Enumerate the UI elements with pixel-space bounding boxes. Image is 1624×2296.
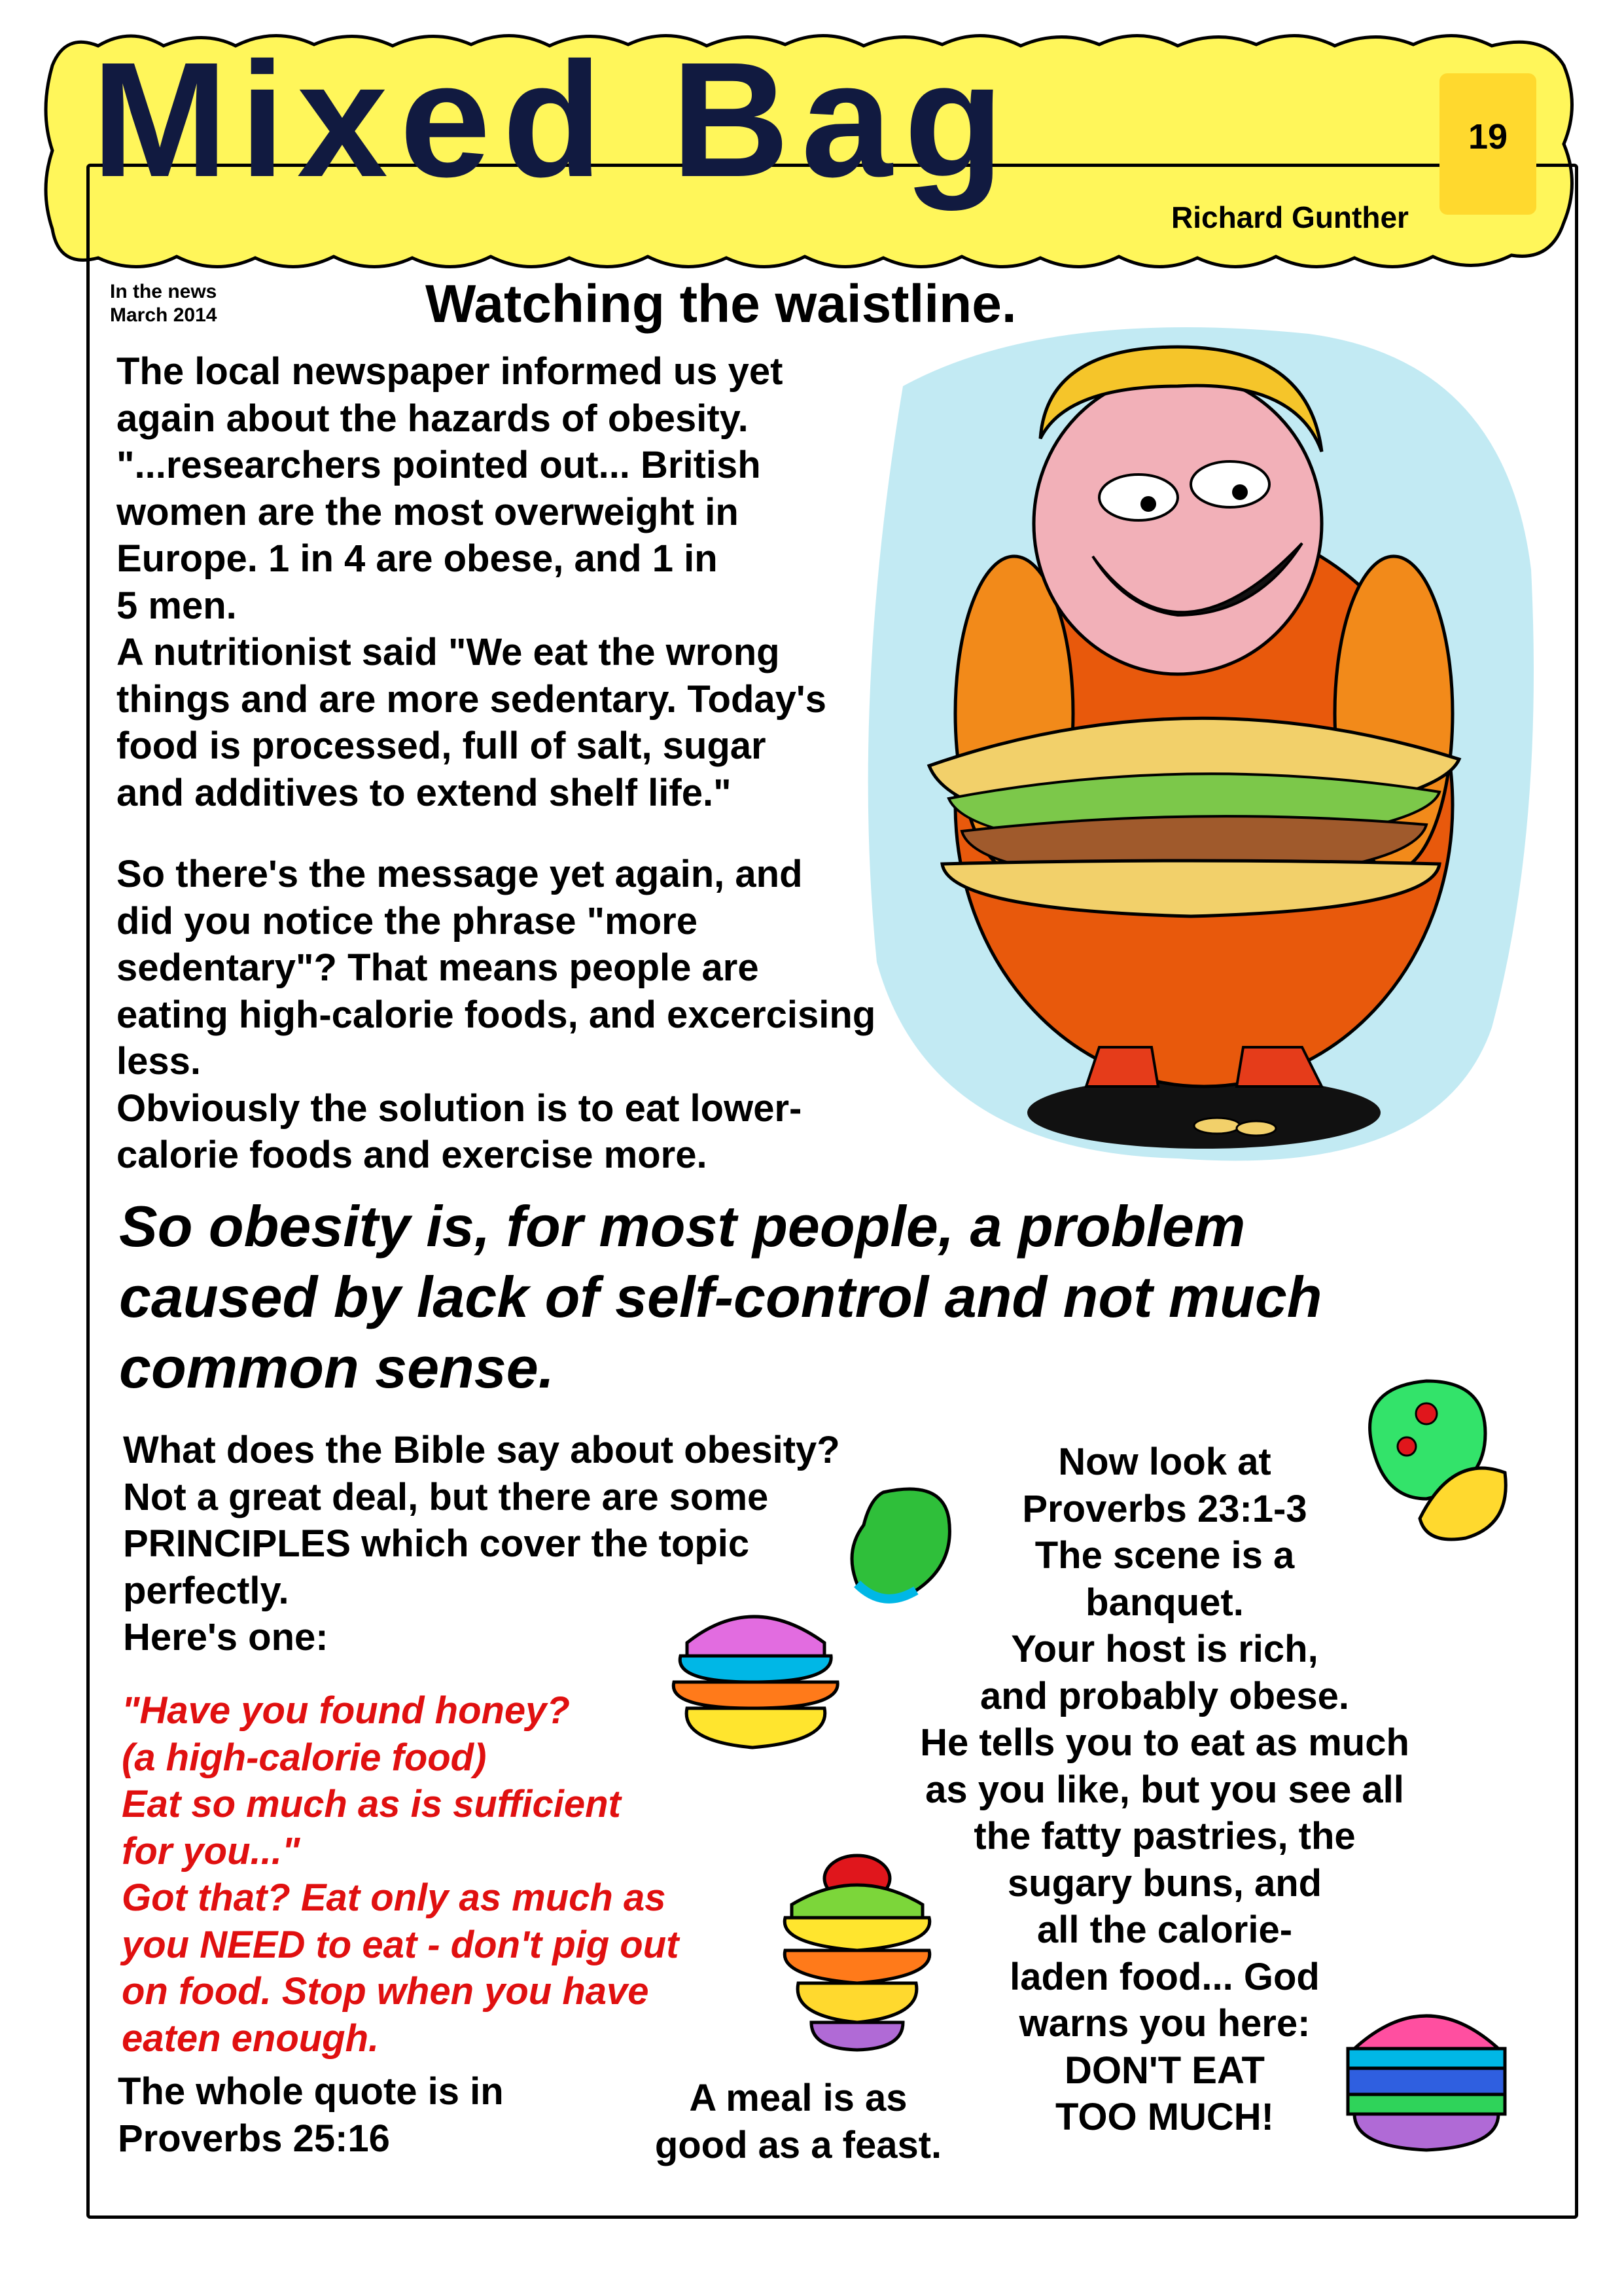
text-line: again about the hazards of obesity. — [116, 397, 749, 440]
text-line: Obviously the solution is to eat lower- — [116, 1086, 802, 1130]
text-line: The scene is a — [1034, 1534, 1295, 1577]
text-line: did you notice the phrase "more — [116, 899, 697, 942]
text-line: common sense. — [119, 1335, 555, 1400]
text-line: you NEED to eat - don't pig out — [122, 1923, 679, 1966]
burger-icon — [1335, 1990, 1518, 2160]
text-line: sugary buns, and — [1007, 1861, 1322, 1905]
text-line: Proverbs 25:16 — [118, 2117, 390, 2160]
text-line: Now look at — [1058, 1441, 1271, 1483]
text-line: The whole quote is in — [118, 2070, 504, 2113]
text-line: and additives to extend shelf life." — [116, 771, 732, 814]
text-line: "...researchers pointed out... British — [116, 444, 761, 486]
text-line: sedentary"? That means people are — [116, 946, 759, 989]
text-line: all the calorie- — [1036, 1909, 1293, 1951]
text-line: So there's the message yet again, and — [116, 853, 803, 895]
text-line: Got that? Eat only as much as — [122, 1876, 666, 1919]
pizza-pastry-icon — [1354, 1374, 1511, 1551]
text-line: the fatty pastries, the — [974, 1815, 1356, 1857]
text-line: less. — [116, 1040, 201, 1083]
text-line: for you..." — [122, 1829, 300, 1873]
text-line: as you like, but you see all — [925, 1768, 1404, 1811]
text-line: The local newspaper informed us yet — [116, 350, 783, 393]
article-headline: Watching the waistline. — [425, 274, 1017, 334]
page-number: 19 — [1468, 117, 1508, 156]
text-line: eating high-calorie foods, and excercising — [116, 993, 876, 1036]
text-line: warns you here: — [1019, 2002, 1311, 2045]
text-line: calorie foods and exercise more. — [116, 1134, 707, 1176]
text-line: laden food... God — [1010, 1955, 1320, 1998]
text-line: DON'T EAT — [1065, 2049, 1265, 2092]
text-line: perfectly. — [123, 1569, 289, 1612]
author-name: Richard Gunther — [1171, 200, 1409, 234]
text-line: and probably obese. — [980, 1674, 1349, 1717]
text-line: So obesity is, for most people, a problem — [119, 1194, 1246, 1259]
conclusion-statement — [119, 1191, 1526, 1403]
magazine-title: Mixed Bag — [92, 28, 1016, 211]
text-line: He tells you to eat as much — [920, 1721, 1409, 1764]
text-line: "Have you found honey? — [122, 1689, 570, 1732]
section-label — [110, 280, 217, 327]
section-label-line: In the news — [110, 281, 217, 302]
text-line: food is processed, full of salt, sugar — [116, 725, 766, 767]
text-line: What does the Bible say about obesity? — [123, 1429, 840, 1471]
text-line: Here's one: — [123, 1616, 328, 1659]
text-line: Not a great deal, but there are some — [123, 1475, 769, 1518]
text-line: 5 men. — [116, 584, 237, 627]
text-line: (a high-calorie food) — [122, 1736, 487, 1779]
text-line: A nutritionist said "We eat the wrong — [116, 631, 780, 673]
text-line: caused by lack of self-control and not much — [119, 1265, 1322, 1329]
text-line: Your host is rich, — [1011, 1628, 1318, 1670]
text-line: Europe. 1 in 4 are obese, and 1 in — [116, 537, 718, 580]
text-line: good as a feast. — [654, 2123, 942, 2166]
layered-cake-icon — [654, 1597, 851, 1767]
text-line: things and are more sedentary. Today's — [116, 677, 826, 721]
text-line: banquet. — [1086, 1581, 1244, 1624]
section-label-line: March 2014 — [110, 304, 217, 326]
paragraph-1 — [116, 348, 934, 816]
text-line: on food. Stop when you have — [122, 1970, 649, 2013]
cartoon-woman-illustration — [851, 308, 1551, 1198]
text-line: women are the most overweight in — [116, 490, 739, 533]
text-line: TOO MUCH! — [1055, 2096, 1274, 2138]
text-line: Proverbs 23:1-3 — [1022, 1487, 1307, 1530]
text-line: Eat so much as is sufficient — [122, 1783, 621, 1825]
text-line: PRINCIPLES which cover the topic — [123, 1522, 750, 1565]
lettuce-icon — [844, 1479, 962, 1610]
text-line: eaten enough. — [122, 2017, 380, 2060]
stacked-bun-icon — [772, 1846, 942, 2055]
text-line: A meal is as — [689, 2077, 908, 2119]
quote-reference — [118, 2068, 707, 2162]
